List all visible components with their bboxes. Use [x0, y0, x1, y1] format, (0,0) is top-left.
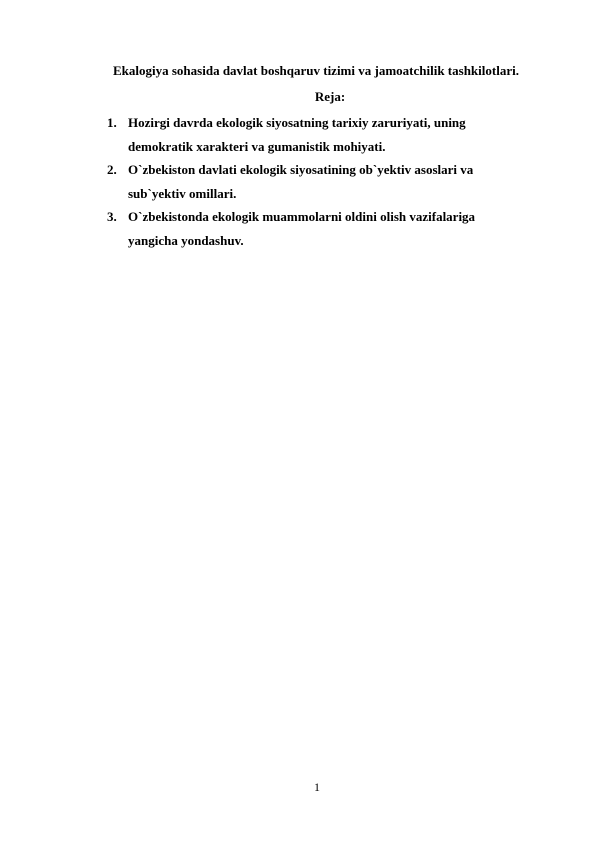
plan-item-2 [107, 158, 547, 205]
plan-list [107, 111, 547, 252]
plan-item-line: yangicha yondashuv. [128, 232, 244, 248]
plan-item-1 [107, 111, 547, 158]
plan-item-line: sub`yektiv omillari. [128, 185, 237, 201]
plan-heading: Reja: [314, 89, 346, 104]
plan-item-3 [107, 205, 547, 252]
plan-item-number: 2. [107, 162, 117, 177]
plan-item-number: 3. [107, 209, 117, 224]
page-number: 1 [314, 780, 320, 794]
plan-item-line: Hozirgi davrda ekologik siyosatning tarixiy zaruriyati, uning [128, 115, 466, 130]
plan-item-line: O`zbekiston davlati ekologik siyosatining ob`yektiv asoslari va [128, 162, 474, 177]
document-title: Ekalogiya sohasida davlat boshqaruv tizimi va jamoatchilik tashkilotlari. [113, 63, 519, 78]
plan-item-line: demokratik xarakteri va gumanistik mohiyati. [128, 138, 386, 154]
plan-item-line: O`zbekistonda ekologik muammolarni oldini olish vazifalariga [128, 209, 476, 224]
plan-item-number: 1. [107, 115, 117, 130]
